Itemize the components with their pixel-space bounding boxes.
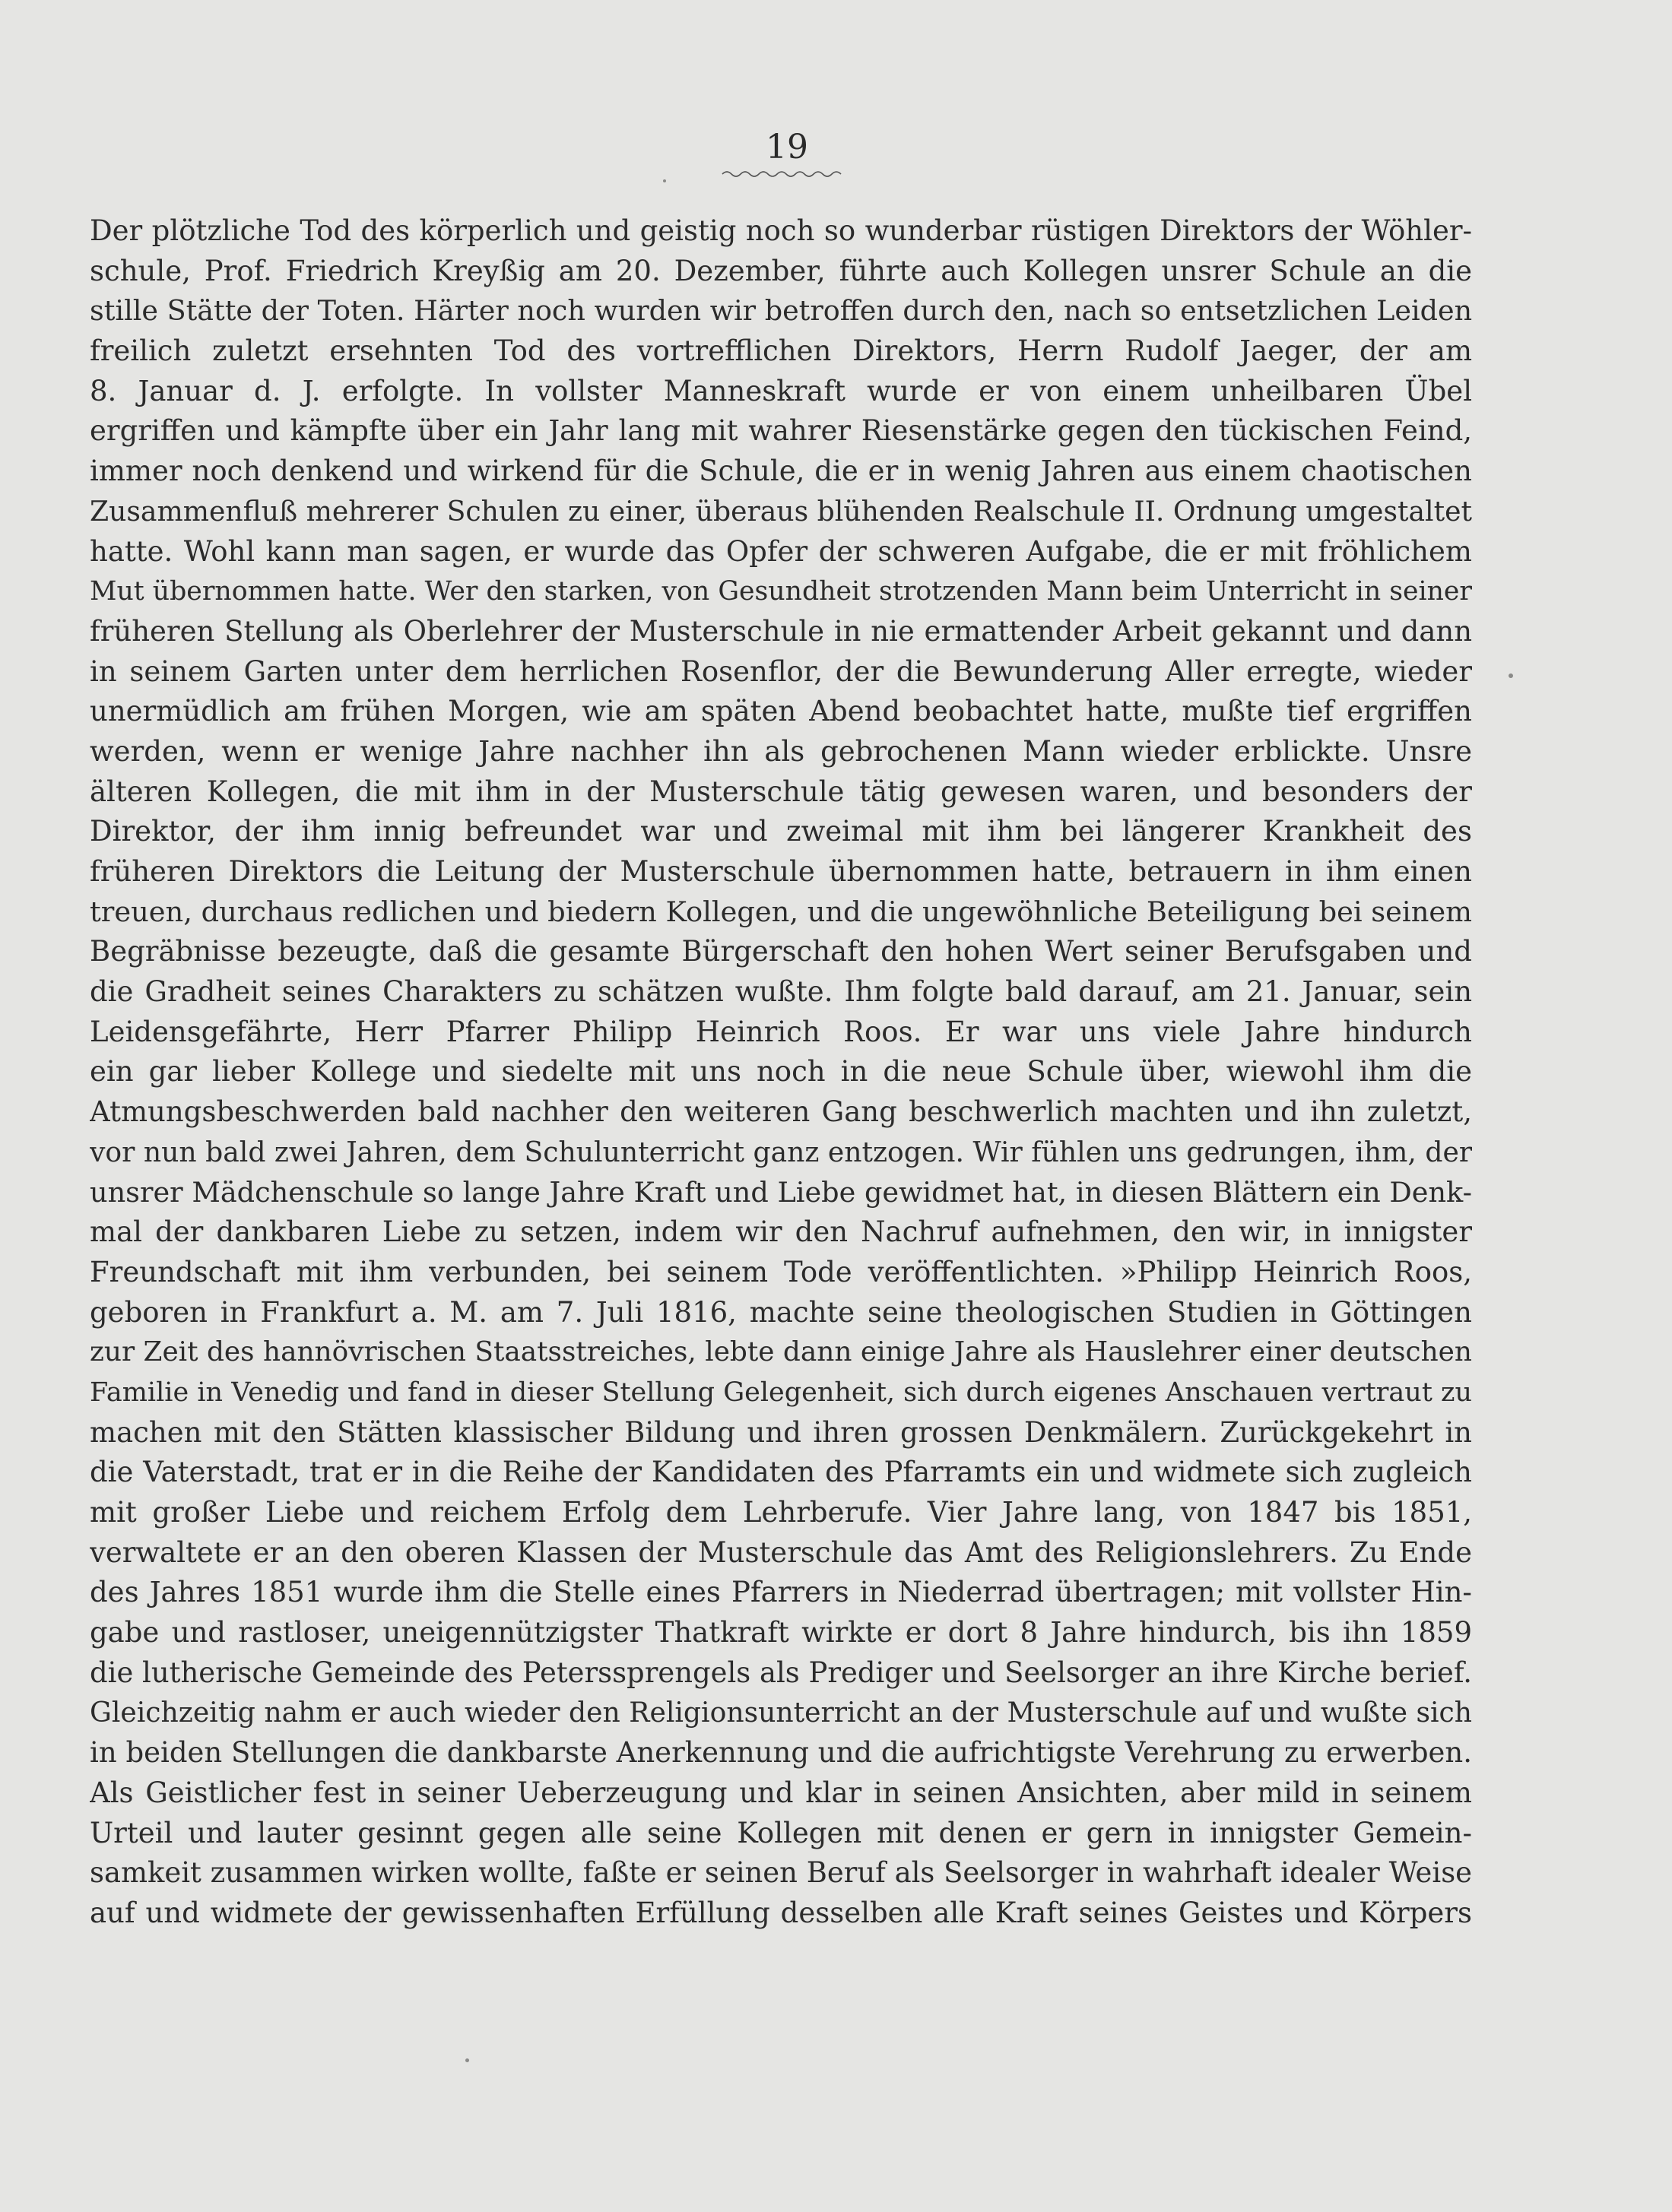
text-line: Mut übernommen hatte. Wer den starken, von Gesundheit strotzenden Mann beim Unterricht in seiner bbox=[90, 576, 1472, 607]
text-line: mal der dankbaren Liebe zu setzen, indem wir den Nachruf aufnehmen, den wir, in innigster bbox=[90, 1215, 1472, 1249]
text-line: älteren Kollegen, die mit ihm in der Musterschule tätig gewesen waren, und besonders der bbox=[90, 775, 1472, 808]
text-line: hatte. Wohl kann man sagen, er wurde das Opfer der schweren Aufgabe, die er mit fröhlichem bbox=[90, 534, 1472, 568]
text-line: freilich zuletzt ersehnten Tod des vortrefflichen Direktors, Herrn Rudolf Jaeger, der am bbox=[90, 334, 1472, 368]
text-line: Freundschaft mit ihm verbunden, bei seinem Tode veröffentlichten. »Philipp Heinrich Roos, bbox=[90, 1255, 1472, 1288]
text-line: Direktor, der ihm innig befreundet war und zweimal mit ihm bei längerer Krankheit des bbox=[90, 815, 1472, 848]
text-line: machen mit den Stätten klassischer Bildung und ihren grossen Denkmälern. Zurückgekehrt in bbox=[90, 1415, 1472, 1449]
text-line: früheren Direktors die Leitung der Musterschule übernommen hatte, betrauern in ihm einen bbox=[90, 855, 1472, 888]
text-line: Leidensgefährte, Herr Pfarrer Philipp Heinrich Roos. Er war uns viele Jahre hindurch bbox=[90, 1015, 1472, 1048]
paper-speck bbox=[663, 179, 666, 182]
text-line: die Vaterstadt, trat er in die Reihe der Kandidaten des Pfarramts ein und widmete sich zugleich bbox=[90, 1456, 1472, 1489]
paper-speck bbox=[465, 2058, 469, 2062]
text-line: früheren Stellung als Oberlehrer der Musterschule in nie ermattender Arbeit gekannt und dann bbox=[90, 614, 1472, 648]
text-line: Als Geistlicher fest in seiner Ueberzeugung und klar in seinen Ansichten, aber mild in seinem bbox=[90, 1776, 1472, 1809]
text-line: samkeit zusammen wirken wollte, faßte er seinen Beruf als Seelsorger in wahrhaft idealer Weise bbox=[90, 1856, 1472, 1890]
paper-speck bbox=[1509, 673, 1513, 678]
text-line: in seinem Garten unter dem herrlichen Rosenflor, der die Bewunderung Aller erregte, wieder bbox=[90, 654, 1472, 688]
text-line: immer noch denkend und wirkend für die Schule, die er in wenig Jahren aus einem chaotischen bbox=[90, 455, 1472, 488]
text-line: Urteil und lauter gesinnt gegen alle seine Kollegen mit denen er gern in innigster Gemein- bbox=[90, 1816, 1472, 1849]
text-line: Der plötzliche Tod des körperlich und geistig noch so wunderbar rüstigen Direktors der Wöhler- bbox=[90, 214, 1472, 247]
text-line: die lutherische Gemeinde des Peterssprengels als Prediger und Seelsorger an ihre Kirche berief. bbox=[90, 1656, 1472, 1689]
decorative-rule bbox=[721, 169, 842, 179]
text-line: unsrer Mädchenschule so lange Jahre Kraft und Liebe gewidmet hat, in diesen Blättern ein Denk- bbox=[90, 1175, 1472, 1209]
text-line: werden, wenn er wenige Jahre nachher ihn als gebrochenen Mann wieder erblickte. Unsre bbox=[90, 734, 1472, 768]
text-line: mit großer Liebe und reichem Erfolg dem Lehrberufe. Vier Jahre lang, von 1847 bis 1851, bbox=[90, 1496, 1472, 1529]
text-line: schule, Prof. Friedrich Kreyßig am 20. Dezember, führte auch Kollegen unsrer Schule an die bbox=[90, 254, 1472, 287]
text-line: vor nun bald zwei Jahren, dem Schulunterricht ganz entzogen. Wir fühlen uns gedrungen, ihm, der bbox=[90, 1135, 1472, 1168]
text-line: in beiden Stellungen die dankbarste Anerkennung und die aufrichtigste Verehrung zu erwerben. bbox=[90, 1736, 1472, 1770]
text-line: 8. Januar d. J. erfolgte. In vollster Manneskraft wurde er von einem unheilbaren Übel bbox=[90, 374, 1472, 407]
text-line: verwaltete er an den oberen Klassen der Musterschule das Amt des Religionslehrers. Zu Ende bbox=[90, 1535, 1472, 1569]
text-line: unermüdlich am frühen Morgen, wie am späten Abend beobachtet hatte, mußte tief ergriffen bbox=[90, 695, 1472, 728]
text-line: geboren in Frankfurt a. M. am 7. Juli 1816, machte seine theologischen Studien in Göttingen bbox=[90, 1295, 1472, 1329]
text-line: zur Zeit des hannövrischen Staatsstreiches, lebte dann einige Jahre als Hauslehrer einer deutschen bbox=[90, 1336, 1472, 1368]
text-line: ergriffen und kämpfte über ein Jahr lang mit wahrer Riesenstärke gegen den tückischen Feind, bbox=[90, 414, 1472, 448]
text-line: Familie in Venedig und fand in dieser Stellung Gelegenheit, sich durch eigenes Anschauen vertraut zu bbox=[90, 1377, 1472, 1408]
text-line: Atmungsbeschwerden bald nachher den weiteren Gang beschwerlich machten und ihn zuletzt, bbox=[90, 1095, 1472, 1129]
text-line: stille Stätte der Toten. Härter noch wurden wir betroffen durch den, nach so entsetzlichen Leiden bbox=[90, 294, 1472, 328]
text-line: ein gar lieber Kollege und siedelte mit uns noch in die neue Schule über, wiewohl ihm die bbox=[90, 1055, 1472, 1089]
text-line: auf und widmete der gewissenhaften Erfüllung desselben alle Kraft seines Geistes und Körpers bbox=[90, 1896, 1472, 1929]
text-line: die Gradheit seines Charakters zu schätzen wußte. Ihm folgte bald darauf, am 21. Januar, sein bbox=[90, 975, 1472, 1009]
text-line: des Jahres 1851 wurde ihm die Stelle eines Pfarrers in Niederrad übertragen; mit vollster Hin- bbox=[90, 1576, 1472, 1609]
body-text bbox=[90, 211, 1472, 1934]
text-line: Begräbnisse bezeugte, daß die gesamte Bürgerschaft den hohen Wert seiner Berufsgaben und bbox=[90, 935, 1472, 968]
text-line: treuen, durchaus redlichen und biedern Kollegen, und die ungewöhnliche Beteiligung bei seinem bbox=[90, 895, 1472, 928]
page-number: 19 bbox=[766, 128, 808, 166]
text-line: Gleichzeitig nahm er auch wieder den Religionsunterricht an der Musterschule auf und wußte sich bbox=[90, 1696, 1472, 1729]
text-line: gabe und rastloser, uneigennützigster Thatkraft wirkte er dort 8 Jahre hindurch, bis ihn 1859 bbox=[90, 1616, 1472, 1649]
text-line: Zusammenfluß mehrerer Schulen zu einer, überaus blühenden Realschule II. Ordnung umgestaltet bbox=[90, 494, 1472, 528]
